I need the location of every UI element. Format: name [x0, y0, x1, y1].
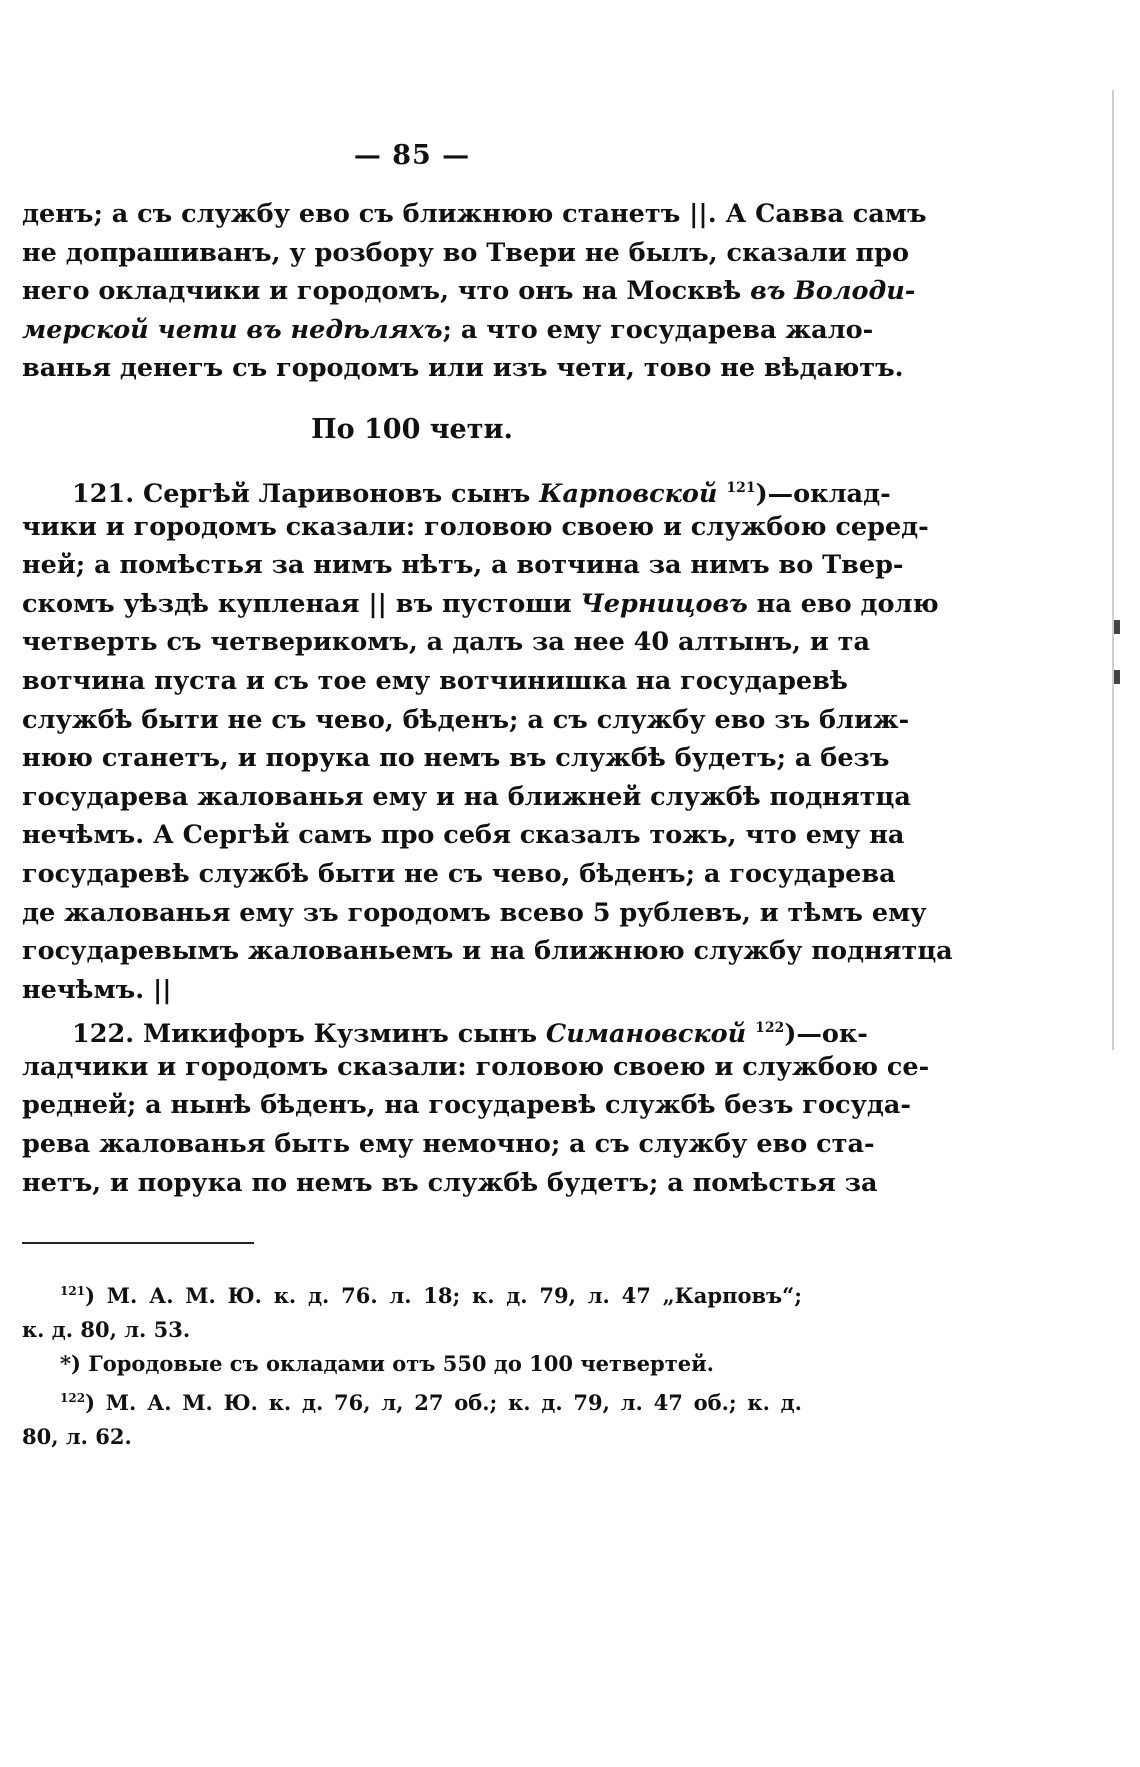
text-span: скомъ уѣздѣ купленая || въ пустоши — [22, 588, 572, 619]
text-line: государевѣ службѣ быти не съ чево, бѣденъ; а государева — [22, 858, 896, 889]
text-span: 122. Микифоръ Кузминъ сынъ — [72, 1019, 538, 1050]
text-line: государева жалованья ему и на ближней службѣ поднятца — [22, 781, 911, 812]
text-line: ладчики и городомъ сказали: головою своею и службою се- — [22, 1051, 930, 1082]
text-span: ; а что ему государева жало- — [442, 314, 874, 345]
footnote-number: 122 — [60, 1391, 86, 1406]
italic-surname: Карповской — [539, 478, 718, 509]
text-line: нечѣмъ. || — [22, 974, 172, 1005]
text-line: не допрашиванъ, у розбору во Твери не былъ, сказали про — [22, 237, 909, 268]
footnote-122 — [22, 1381, 802, 1420]
text-span: )—ок- — [784, 1019, 868, 1050]
text-line — [22, 585, 939, 624]
text-span: 121. Сергѣй Ларивоновъ сынъ — [72, 478, 531, 509]
text-line: ванья денегъ съ городомъ или изъ чети, тово не вѣдаютъ. — [22, 353, 904, 384]
footnote-number: 121 — [60, 1284, 86, 1299]
footnote-ref: 121 — [726, 479, 756, 496]
text-span: на ево долю — [756, 588, 939, 619]
entry-121 — [22, 469, 953, 1009]
text-line: нюю станетъ, и порука по немъ въ службѣ будетъ; а безъ — [22, 743, 890, 774]
italic-place-name: въ Володи- — [750, 276, 916, 307]
text-span: ) М. А. М. Ю. к. д. 76. л. 18; к. д. 79, л. 47 „Карповъ“; — [85, 1283, 802, 1309]
text-span: ) М. А. М. Ю. к. д. 76, л, 27 об.; к. д. 79, л. 47 об.; к. д. — [85, 1390, 802, 1416]
section-heading: По 100 чети. — [311, 413, 513, 445]
italic-surname: Симановской — [545, 1019, 747, 1050]
text-line: ней; а помѣстья за нимъ нѣтъ, а вотчина за нимъ во Твер- — [22, 550, 904, 581]
footnote-ref: 122 — [755, 1020, 785, 1037]
footnote-121-cont: к. д. 80, л. 53. — [22, 1317, 191, 1343]
text-line — [22, 311, 874, 350]
text-line: де жалованья ему зъ городомъ всево 5 рублевъ, и тѣмъ ему — [22, 897, 927, 928]
scan-margin-mark — [1114, 670, 1120, 684]
text-span: него окладчики и городомъ, что онъ на Москвѣ — [22, 276, 742, 307]
footnote-star: *) Городовые съ окладами отъ 550 до 100 четвертей. — [60, 1351, 714, 1377]
text-line: четверть съ четверикомъ, а далъ за нее 40 алтынъ, и та — [22, 627, 870, 658]
footnote-122-cont: 80, л. 62. — [22, 1424, 132, 1450]
text-line: службѣ быти не съ чево, бѣденъ; а съ службу ево зъ ближ- — [22, 704, 910, 735]
page-number: — 85 — — [353, 140, 471, 171]
text-line: рева жалованья быть ему немочно; а съ службу ево ста- — [22, 1129, 875, 1160]
scan-margin-line — [1112, 90, 1114, 1050]
text-line: вотчина пуста и съ тое ему вотчинишка на государевѣ — [22, 665, 848, 696]
footnotes — [22, 1274, 802, 1454]
document-page — [22, 140, 953, 1454]
entry-122 — [22, 1009, 930, 1202]
italic-place-name: мерской чети въ недѣляхъ — [22, 314, 443, 345]
text-line — [22, 469, 891, 509]
text-line: нечѣмъ. А Сергѣй самъ про себя сказалъ тожъ, что ему на — [22, 820, 905, 851]
italic-place-name: Черницовъ — [580, 588, 748, 619]
text-line: нетъ, и порука по немъ въ службѣ будетъ; а помѣстья за — [22, 1167, 878, 1198]
text-line — [22, 272, 916, 311]
text-line: редней; а нынѣ бѣденъ, на государевѣ службѣ безъ госуда- — [22, 1090, 911, 1121]
paragraph-continuation — [22, 195, 927, 388]
text-line: денъ; а съ службу ево съ ближнюю станетъ ||. А Савва самъ — [22, 199, 927, 229]
text-line: государевымъ жалованьемъ и на ближнюю службу поднятца — [22, 936, 953, 967]
scan-margin-mark — [1114, 620, 1120, 634]
footnote-divider — [22, 1242, 254, 1244]
footnote-121 — [22, 1274, 802, 1313]
text-span: )—оклад- — [755, 478, 891, 509]
text-line: чики и городомъ сказали: головою своею и службою серед- — [22, 511, 929, 542]
text-line — [22, 1009, 868, 1050]
